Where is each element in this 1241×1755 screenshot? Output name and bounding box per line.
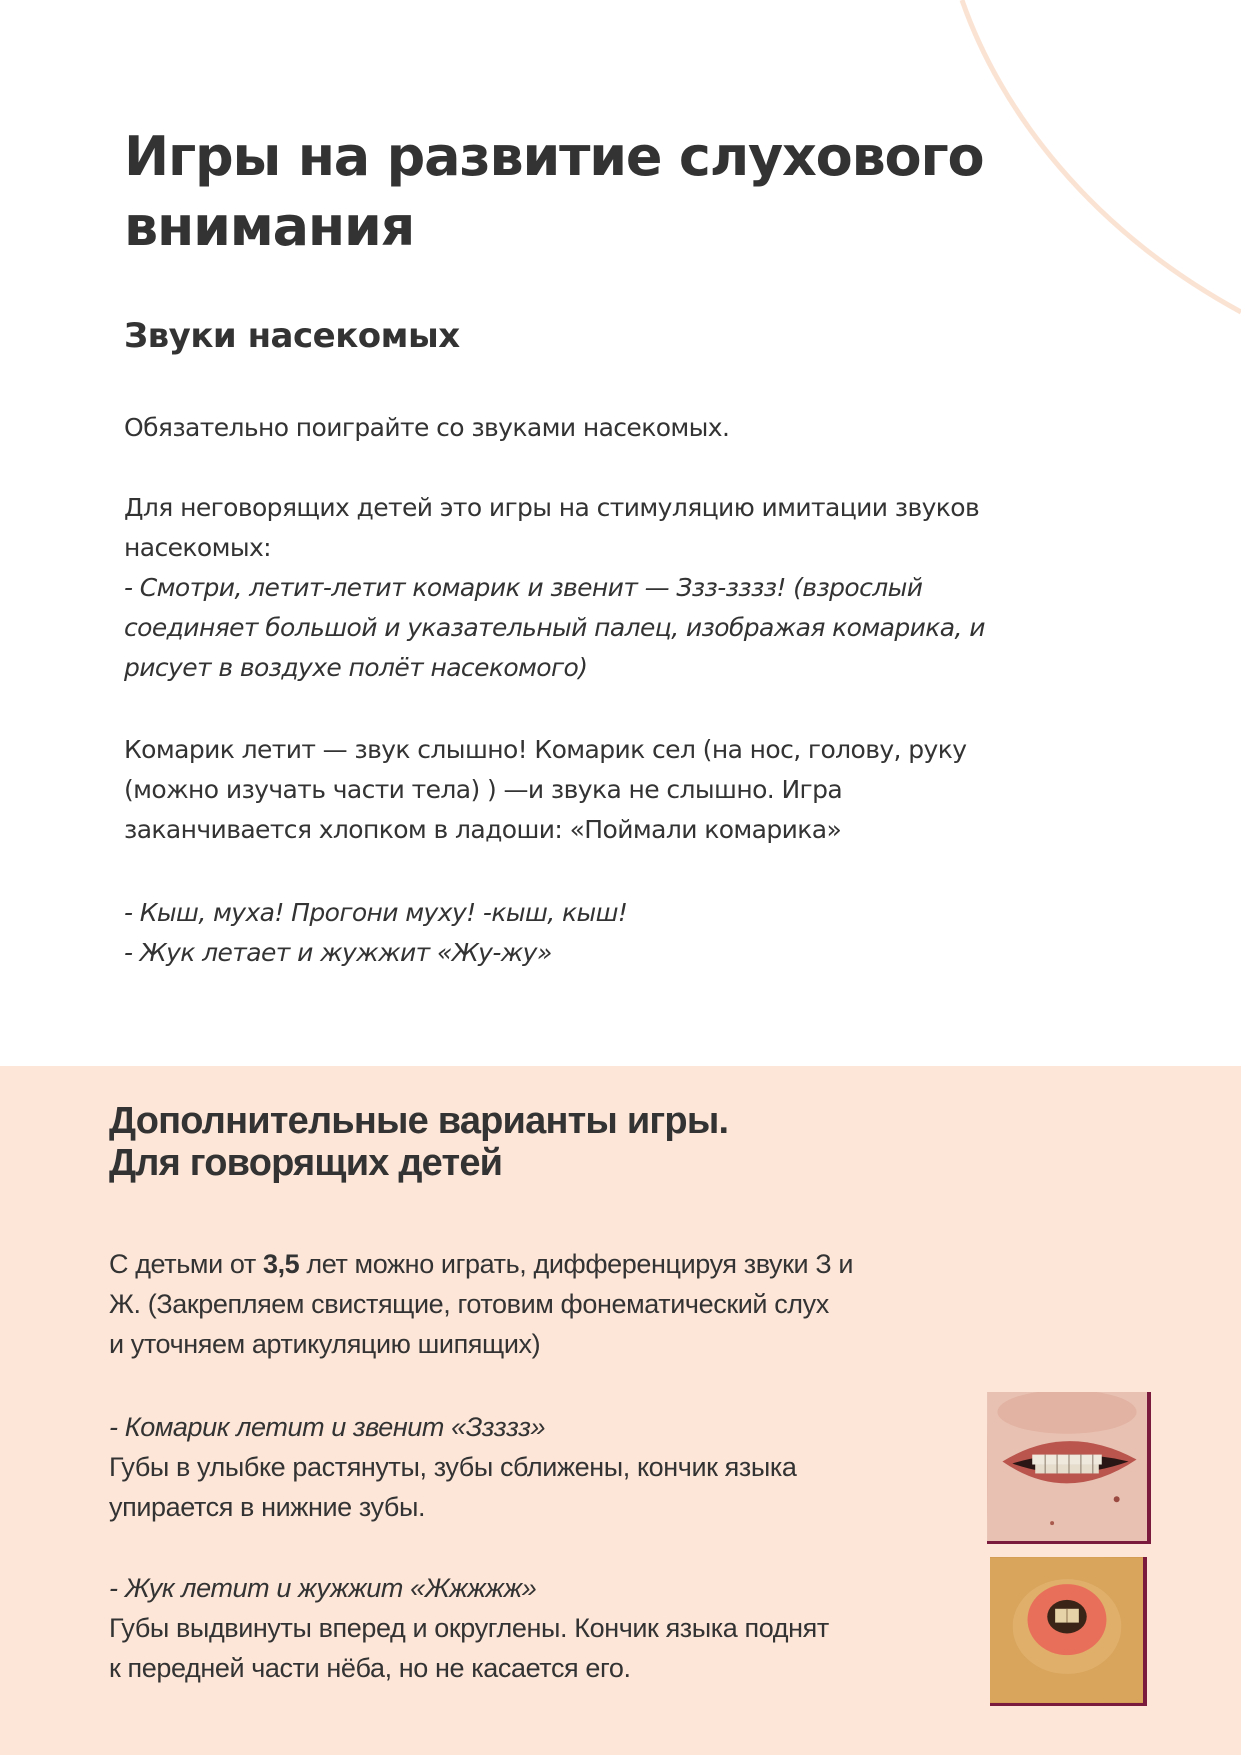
game-line-3-text: заканчивается хлопком в ладоши:: [124, 815, 570, 844]
smile-mouth-icon: [987, 1392, 1147, 1541]
mosquito-item-title: - Комарик летит и звенит «Ззззз»: [109, 1412, 546, 1442]
section2-title-line-2: Для говорящих детей: [109, 1142, 503, 1184]
nonverbal-line-1: Для неговорящих детей это игры на стимуляцию имитации звуков: [124, 493, 980, 522]
mosquito-item-line-1: Губы в улыбке растянуты, зубы сближены, кончик языка: [109, 1452, 797, 1482]
smile-mouth-photo: [987, 1392, 1151, 1544]
speaking-intro-line-3: и уточняем артикуляцию шипящих): [109, 1329, 541, 1359]
speaking-intro-line-1: [109, 1244, 969, 1284]
game-line-3-quote: «Поймали комарика»: [569, 815, 842, 844]
mosquito-example-line-1: - Смотри, летит-летит комарик и звенит — Ззз-зззз! (взрослый: [124, 573, 923, 602]
rounded-lips-icon: [990, 1557, 1143, 1703]
page-title-line-2: внимания: [124, 195, 415, 258]
mosquito-example-line-2: соединяет большой и указательный палец, изображая комарика, и: [124, 613, 985, 642]
nonverbal-children-paragraph: [124, 488, 1104, 688]
game-line-3: [124, 810, 1104, 850]
mosquito-example-line-3: рисует в воздухе полёт насекомого): [124, 653, 588, 682]
phrase-fly: - Кыш, муха! Прогони муху! -кыш, кыш!: [124, 898, 628, 927]
section2-title-line-1: Дополнительные варианты игры.: [109, 1100, 729, 1142]
phrase-beetle: - Жук летает и жужжит «Жу-жу»: [124, 938, 552, 967]
mosquito-item-line-2: упирается в нижние зубы.: [109, 1492, 426, 1522]
speaking-intro-line-2: Ж. (Закрепляем свистящие, готовим фонематический слух: [109, 1289, 829, 1319]
section-subtitle-insect-sounds: Звуки насекомых: [124, 316, 460, 356]
game-line-1: Комарик летит — звук слышно! Комарик сел (на нос, голову, руку: [124, 735, 967, 764]
beetle-item-line-1: Губы выдвинуты вперед и округлены. Кончик языка поднят: [109, 1613, 829, 1643]
phrases-list: [124, 893, 1104, 973]
age-value: 3,5: [262, 1249, 300, 1279]
rounded-lips-photo: [990, 1557, 1147, 1706]
section-title-additional-variants: [109, 1100, 728, 1184]
mosquito-articulation-item: [109, 1407, 969, 1527]
game-description-paragraph: [124, 730, 1104, 850]
speaking-children-intro: [109, 1244, 969, 1364]
intro-paragraph: Обязательно поиграйте со звуками насекомых.: [124, 413, 730, 442]
nonverbal-line-2: насекомых:: [124, 533, 272, 562]
game-line-2: (можно изучать части тела) ) —и звука не слышно. Игра: [124, 775, 843, 804]
beetle-item-line-2: к передней части нёба, но не касается его.: [109, 1653, 631, 1683]
page-title: [124, 122, 1084, 262]
beetle-articulation-item: [109, 1568, 969, 1688]
beetle-item-title: - Жук летит и жужжит «Жжжжж»: [109, 1573, 537, 1603]
intro-text-b: лет можно играть, дифференцируя звуки З и: [299, 1249, 854, 1279]
intro-text-a: С детьми от: [109, 1249, 263, 1279]
page-title-line-1: Игры на развитие слухового: [124, 125, 984, 188]
